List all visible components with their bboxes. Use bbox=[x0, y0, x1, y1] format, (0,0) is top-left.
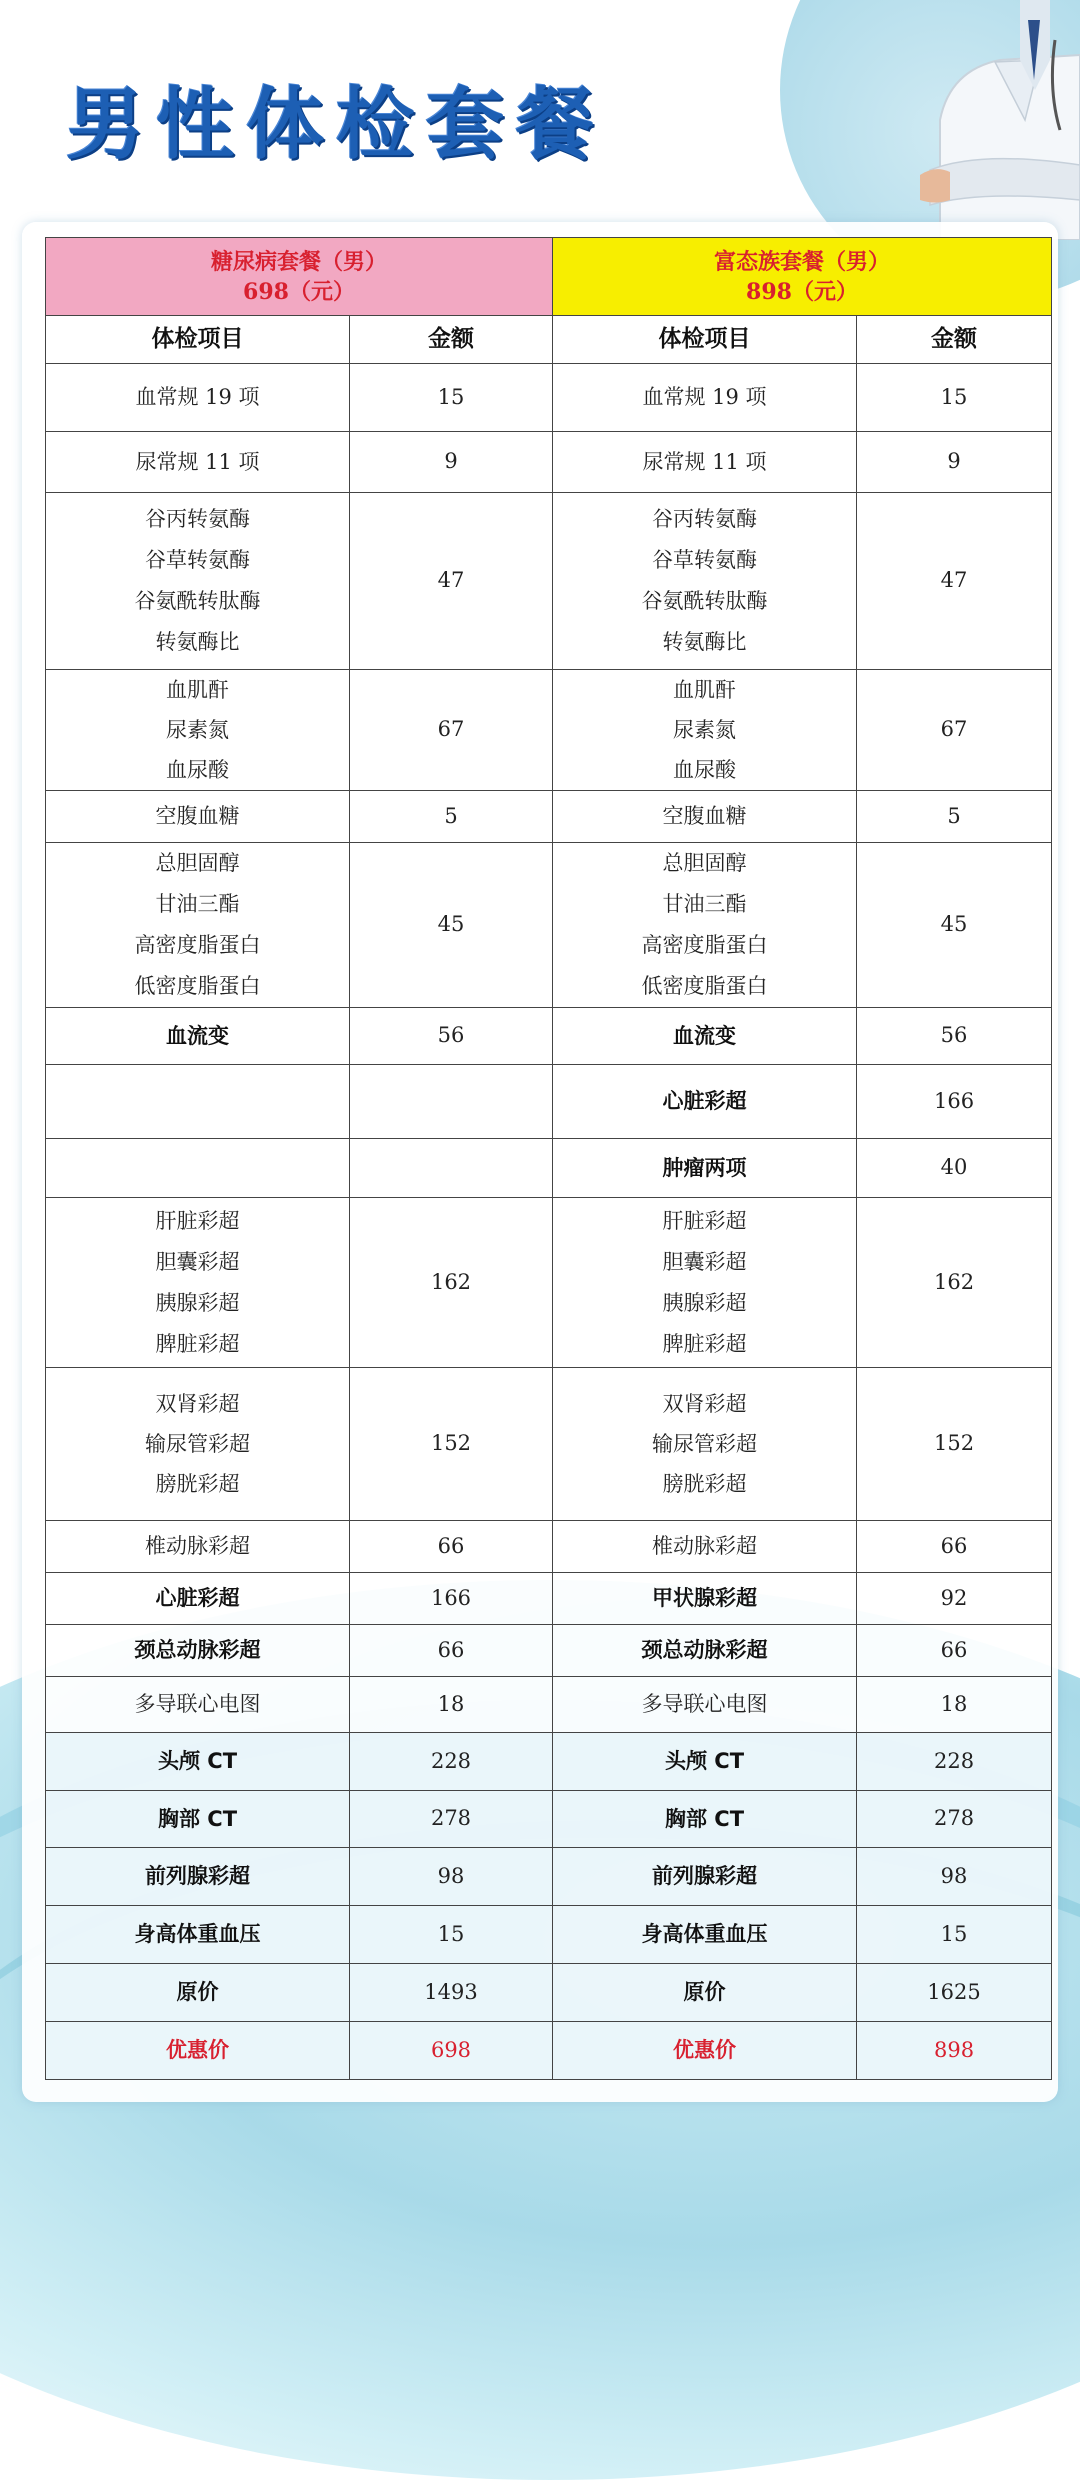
table-row bbox=[46, 791, 1052, 843]
table-row bbox=[46, 843, 1052, 1008]
item-cell bbox=[46, 1677, 350, 1733]
amount-cell: 15 bbox=[350, 1906, 553, 1964]
item-name: 肝脏彩超 bbox=[155, 1208, 240, 1233]
discount-label: 优惠价 bbox=[553, 2022, 857, 2080]
item-cell bbox=[46, 493, 350, 670]
item-name: 胸部 CT bbox=[157, 1806, 238, 1831]
amount-cell: 66 bbox=[350, 1625, 553, 1677]
item-cell bbox=[46, 364, 350, 432]
item-name: 血常规 19 项 bbox=[135, 385, 260, 409]
table-row bbox=[46, 1573, 1052, 1625]
amount-cell: 9 bbox=[857, 432, 1052, 493]
item-cell bbox=[553, 670, 857, 791]
item-name: 输尿管彩超 bbox=[652, 1432, 758, 1456]
table-row bbox=[46, 1198, 1052, 1368]
item-name: 输尿管彩超 bbox=[145, 1432, 250, 1456]
original-value: 1493 bbox=[350, 1964, 553, 2022]
item-name: 谷丙转氨酶 bbox=[145, 507, 250, 531]
amount-cell: 162 bbox=[857, 1198, 1052, 1368]
item-cell bbox=[553, 1139, 857, 1198]
amount-cell: 166 bbox=[350, 1573, 553, 1625]
amount-cell: 278 bbox=[857, 1791, 1052, 1848]
item-cell bbox=[46, 843, 350, 1008]
item-name: 多导联心电图 bbox=[641, 1692, 768, 1716]
amount-cell: 228 bbox=[350, 1733, 553, 1791]
amount-cell: 92 bbox=[857, 1573, 1052, 1625]
item-name: 胆囊彩超 bbox=[155, 1249, 240, 1274]
amount-cell: 56 bbox=[350, 1008, 553, 1065]
item-name: 前列腺彩超 bbox=[145, 1864, 250, 1888]
item-cell bbox=[553, 1625, 857, 1677]
discount-label: 优惠价 bbox=[46, 2022, 350, 2080]
item-cell bbox=[46, 1065, 350, 1139]
item-name: 血常规 19 项 bbox=[642, 385, 767, 409]
item-cell bbox=[553, 432, 857, 493]
amount-cell: 9 bbox=[350, 432, 553, 493]
column-header-item: 体检项目 bbox=[553, 316, 857, 364]
amount-cell: 56 bbox=[857, 1008, 1052, 1065]
table-row bbox=[46, 364, 1052, 432]
table-row bbox=[46, 1848, 1052, 1906]
item-cell bbox=[46, 1625, 350, 1677]
original-label: 原价 bbox=[553, 1964, 857, 2022]
amount-cell: 166 bbox=[857, 1065, 1052, 1139]
table-row bbox=[46, 1791, 1052, 1848]
package-price: 698（元） bbox=[243, 278, 355, 305]
item-name: 膀胱彩超 bbox=[155, 1472, 240, 1496]
item-name: 双肾彩超 bbox=[662, 1392, 747, 1416]
item-name: 空腹血糖 bbox=[662, 804, 747, 828]
table-row bbox=[46, 1733, 1052, 1791]
item-cell bbox=[46, 1521, 350, 1573]
item-cell bbox=[46, 1848, 350, 1906]
item-name: 心脏彩超 bbox=[662, 1089, 747, 1113]
package-header-row bbox=[46, 238, 1052, 316]
table-row bbox=[46, 1368, 1052, 1521]
item-cell bbox=[553, 843, 857, 1008]
amount-cell: 5 bbox=[857, 791, 1052, 843]
table-row bbox=[46, 1008, 1052, 1065]
package-price: 898（元） bbox=[746, 278, 858, 305]
column-header-item: 体检项目 bbox=[46, 316, 350, 364]
table-row bbox=[46, 1065, 1052, 1139]
original-value: 1625 bbox=[857, 1964, 1052, 2022]
item-name: 心脏彩超 bbox=[155, 1586, 240, 1610]
amount-cell: 152 bbox=[350, 1368, 553, 1521]
discount-value: 698 bbox=[350, 2022, 553, 2080]
item-cell bbox=[46, 791, 350, 843]
item-name: 低密度脂蛋白 bbox=[641, 974, 768, 998]
item-cell bbox=[46, 1791, 350, 1848]
item-cell bbox=[46, 1198, 350, 1368]
item-cell bbox=[46, 670, 350, 791]
item-name: 胰腺彩超 bbox=[662, 1290, 747, 1315]
package-header-diabetes bbox=[46, 238, 553, 316]
amount-cell: 5 bbox=[350, 791, 553, 843]
original-label: 原价 bbox=[46, 1964, 350, 2022]
item-cell bbox=[553, 1198, 857, 1368]
table-row bbox=[46, 432, 1052, 493]
column-header-row bbox=[46, 316, 1052, 364]
item-name: 低密度脂蛋白 bbox=[134, 974, 261, 998]
item-name: 身高体重血压 bbox=[641, 1922, 768, 1946]
doctor-illustration bbox=[920, 0, 1080, 240]
amount-cell: 67 bbox=[857, 670, 1052, 791]
item-name: 多导联心电图 bbox=[134, 1692, 261, 1716]
item-cell bbox=[46, 432, 350, 493]
item-cell bbox=[553, 1065, 857, 1139]
item-name: 谷草转氨酶 bbox=[652, 548, 758, 572]
item-name: 甲状腺彩超 bbox=[652, 1586, 758, 1610]
item-cell bbox=[553, 1368, 857, 1521]
amount-cell bbox=[350, 1139, 553, 1198]
item-name: 尿素氮 bbox=[673, 718, 737, 742]
amount-cell: 15 bbox=[857, 364, 1052, 432]
package-name: 富态族套餐（男） bbox=[714, 248, 891, 275]
amount-cell: 66 bbox=[857, 1521, 1052, 1573]
item-name: 血肌酐 bbox=[166, 678, 229, 702]
item-name: 胸部 CT bbox=[664, 1806, 745, 1831]
item-cell bbox=[46, 1008, 350, 1065]
item-name: 谷氨酰转肽酶 bbox=[134, 589, 261, 613]
amount-cell: 162 bbox=[350, 1198, 553, 1368]
amount-cell: 278 bbox=[350, 1791, 553, 1848]
item-name: 尿素氮 bbox=[166, 718, 229, 742]
item-name: 总胆固醇 bbox=[155, 851, 240, 875]
item-cell bbox=[553, 1008, 857, 1065]
item-cell bbox=[553, 1521, 857, 1573]
amount-cell: 18 bbox=[857, 1677, 1052, 1733]
item-cell bbox=[553, 493, 857, 670]
item-name: 高密度脂蛋白 bbox=[641, 933, 768, 957]
table-row bbox=[46, 1906, 1052, 1964]
item-cell bbox=[46, 1573, 350, 1625]
item-name: 头颅 CT bbox=[157, 1749, 238, 1773]
item-name: 高密度脂蛋白 bbox=[134, 933, 261, 957]
table-row bbox=[46, 493, 1052, 670]
item-name: 血尿酸 bbox=[166, 758, 229, 782]
item-name: 颈总动脉彩超 bbox=[134, 1638, 261, 1662]
amount-cell: 40 bbox=[857, 1139, 1052, 1198]
item-cell bbox=[46, 1906, 350, 1964]
amount-cell bbox=[350, 1065, 553, 1139]
item-name: 血流变 bbox=[166, 1023, 229, 1048]
package-table bbox=[45, 237, 1052, 2080]
item-name: 谷氨酰转肽酶 bbox=[641, 589, 768, 613]
item-cell bbox=[553, 1848, 857, 1906]
amount-cell: 45 bbox=[857, 843, 1052, 1008]
item-cell bbox=[553, 791, 857, 843]
original-row bbox=[46, 1964, 1052, 2022]
item-name: 尿常规 11 项 bbox=[642, 449, 767, 474]
table-row bbox=[46, 1677, 1052, 1733]
item-name: 膀胱彩超 bbox=[662, 1472, 747, 1496]
item-name: 椎动脉彩超 bbox=[652, 1534, 758, 1558]
item-name: 血流变 bbox=[673, 1023, 737, 1048]
item-cell bbox=[553, 1677, 857, 1733]
item-name: 椎动脉彩超 bbox=[145, 1534, 250, 1558]
amount-cell: 67 bbox=[350, 670, 553, 791]
item-name: 总胆固醇 bbox=[662, 851, 747, 875]
table-row bbox=[46, 1521, 1052, 1573]
item-cell bbox=[553, 364, 857, 432]
item-cell bbox=[46, 1733, 350, 1791]
amount-cell: 66 bbox=[857, 1625, 1052, 1677]
item-name: 脾脏彩超 bbox=[155, 1331, 240, 1356]
item-name: 胰腺彩超 bbox=[155, 1290, 240, 1315]
amount-cell: 15 bbox=[350, 364, 553, 432]
amount-cell: 18 bbox=[350, 1677, 553, 1733]
item-cell bbox=[46, 1139, 350, 1198]
item-name: 肿瘤两项 bbox=[662, 1155, 747, 1180]
amount-cell: 45 bbox=[350, 843, 553, 1008]
table-row bbox=[46, 670, 1052, 791]
item-name: 血尿酸 bbox=[673, 758, 737, 782]
item-cell bbox=[46, 1368, 350, 1521]
amount-cell: 66 bbox=[350, 1521, 553, 1573]
item-name: 甘油三酯 bbox=[155, 892, 240, 916]
discount-row bbox=[46, 2022, 1052, 2080]
item-cell bbox=[553, 1906, 857, 1964]
item-cell bbox=[553, 1733, 857, 1791]
item-name: 胆囊彩超 bbox=[662, 1249, 747, 1274]
item-name: 转氨酶比 bbox=[662, 630, 747, 654]
package-header-affluent bbox=[553, 238, 1052, 316]
amount-cell: 152 bbox=[857, 1368, 1052, 1521]
amount-cell: 98 bbox=[350, 1848, 553, 1906]
page-title: 男性体检套餐 bbox=[66, 80, 607, 170]
item-name: 颈总动脉彩超 bbox=[641, 1638, 768, 1662]
amount-cell: 228 bbox=[857, 1733, 1052, 1791]
item-name: 谷草转氨酶 bbox=[145, 548, 250, 572]
discount-value: 898 bbox=[857, 2022, 1052, 2080]
item-name: 空腹血糖 bbox=[155, 804, 240, 828]
item-name: 甘油三酯 bbox=[662, 892, 747, 916]
amount-cell: 15 bbox=[857, 1906, 1052, 1964]
table-row bbox=[46, 1139, 1052, 1198]
amount-cell: 47 bbox=[350, 493, 553, 670]
item-name: 肝脏彩超 bbox=[662, 1208, 747, 1233]
item-cell bbox=[553, 1791, 857, 1848]
item-name: 头颅 CT bbox=[664, 1749, 745, 1773]
item-cell bbox=[553, 1573, 857, 1625]
item-name: 尿常规 11 项 bbox=[135, 449, 260, 474]
item-name: 前列腺彩超 bbox=[652, 1864, 758, 1888]
package-name: 糖尿病套餐（男） bbox=[211, 248, 388, 275]
amount-cell: 47 bbox=[857, 493, 1052, 670]
table-row bbox=[46, 1625, 1052, 1677]
column-header-amount: 金额 bbox=[350, 316, 553, 364]
item-name: 脾脏彩超 bbox=[662, 1331, 747, 1356]
item-name: 血肌酐 bbox=[673, 678, 737, 702]
column-header-amount: 金额 bbox=[857, 316, 1052, 364]
item-name: 转氨酶比 bbox=[155, 630, 240, 654]
amount-cell: 98 bbox=[857, 1848, 1052, 1906]
item-name: 谷丙转氨酶 bbox=[652, 507, 758, 531]
item-name: 双肾彩超 bbox=[155, 1392, 240, 1416]
item-name: 身高体重血压 bbox=[134, 1922, 261, 1946]
